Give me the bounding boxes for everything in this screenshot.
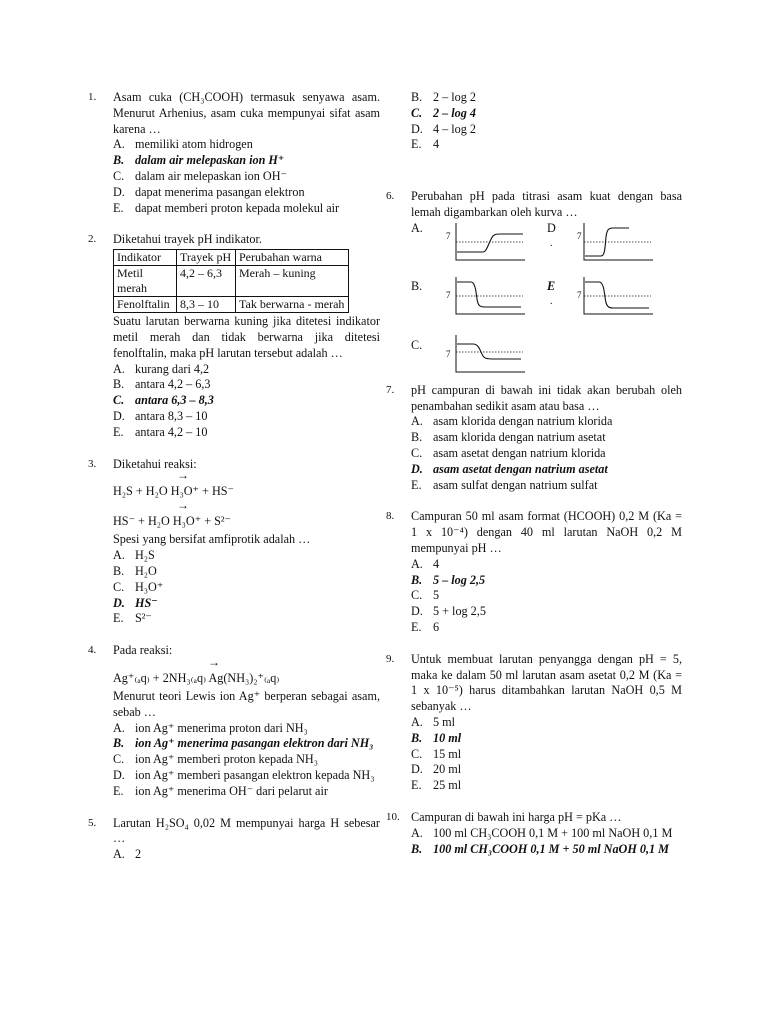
option-letter: A. <box>411 825 423 840</box>
option-text: asam sulfat dengan natrium sulfat <box>433 477 598 492</box>
question-stem: Pada reaksi: <box>113 643 173 658</box>
answer-option <box>411 446 682 462</box>
option-text: asam asetat dengan natrium klorida <box>433 445 606 460</box>
options <box>411 90 682 153</box>
reaction-2 <box>113 498 380 532</box>
axis-tick-7: 7 <box>577 289 582 300</box>
option-letter: A. <box>411 556 423 571</box>
answer-option <box>113 153 380 169</box>
question-stem: Campuran 50 ml asam format (HCOOH) 0,2 M (Ka = 1 x 10⁻⁴) dengan 40 ml larutan NaOH 0,2 M mempunyai pH … <box>411 509 682 555</box>
option-letter: D. <box>113 767 125 782</box>
option-text: 4 <box>433 137 440 152</box>
option-text: H₃O⁺ <box>135 579 164 594</box>
table-row <box>114 297 349 313</box>
answer-option <box>411 137 682 153</box>
table-cell: Merah – kuning <box>236 266 349 297</box>
question-number: 8. <box>386 510 395 523</box>
question-stem: Campuran di bawah ini harga pH = pKa … <box>411 809 622 824</box>
question-9 <box>386 652 682 794</box>
option-text: 5 + log 2,5 <box>433 604 486 619</box>
answer-option <box>411 588 682 604</box>
option-text: 2 – log 4 <box>433 105 476 120</box>
option-letter: A. <box>113 548 125 563</box>
question-4 <box>88 643 380 799</box>
option-text: ion Ag⁺ menerima OH⁻ dari pelarut air <box>135 783 328 798</box>
option-letter: A. <box>113 137 125 152</box>
option-text: 5 ml <box>433 714 456 729</box>
question-stem: Perubahan pH pada titrasi asam kuat dengan basa lemah digambarkan oleh kurva … <box>411 189 682 219</box>
curve-label-c: C. <box>411 337 423 352</box>
indicator-table <box>113 249 349 313</box>
question-number: 6. <box>386 190 395 203</box>
reaction-1 <box>113 654 380 689</box>
options <box>411 715 682 794</box>
option-text: 15 ml <box>433 746 462 761</box>
answer-option <box>113 596 380 612</box>
answer-option <box>411 747 682 763</box>
table-cell: Fenolftalin <box>114 297 177 313</box>
option-letter: A. <box>411 714 423 729</box>
answer-option <box>113 768 380 784</box>
option-text: 4 <box>433 556 440 571</box>
answer-option <box>113 548 380 564</box>
option-letter: C. <box>411 445 423 460</box>
option-letter: B. <box>411 730 423 745</box>
options <box>113 362 380 441</box>
option-text: antara 8,3 – 10 <box>135 408 208 423</box>
titration-curves <box>411 221 682 373</box>
question-number: 3. <box>88 457 97 470</box>
question-number: 10. <box>386 810 400 823</box>
option-letter: B. <box>411 841 423 856</box>
axis-tick-7: 7 <box>446 289 451 300</box>
option-letter: B. <box>411 430 423 445</box>
answer-option <box>411 557 682 573</box>
curve-label-d: D <box>547 220 556 235</box>
answer-option <box>411 778 682 794</box>
option-letter: A. <box>411 414 423 429</box>
answer-option <box>113 169 380 185</box>
answer-option <box>411 430 682 446</box>
option-text: 25 ml <box>433 778 462 793</box>
option-text: H₂O <box>135 563 157 578</box>
option-letter: D. <box>411 762 423 777</box>
answer-option <box>113 736 380 752</box>
option-text: 4 – log 2 <box>433 121 476 136</box>
option-letter: E. <box>113 200 124 215</box>
question-3 <box>88 457 380 628</box>
table-header: Indikator <box>114 250 177 266</box>
left-column <box>88 90 380 879</box>
answer-option <box>411 122 682 138</box>
option-text: dalam air melepaskan ion H⁺ <box>135 153 285 168</box>
option-letter: B. <box>411 572 423 587</box>
answer-option <box>113 137 380 153</box>
answer-option <box>411 620 682 636</box>
reaction-equation: Ag⁺₍ₐq₎ + 2NH₃₍ₐq₎ Ag(NH₃)₂⁺₍ₐq₎ <box>113 670 280 685</box>
options <box>411 826 682 858</box>
question-5-continued <box>386 90 682 153</box>
option-letter: D. <box>113 408 125 423</box>
options <box>113 548 380 627</box>
curve-d <box>583 223 653 261</box>
option-text: 2 – log 2 <box>433 90 476 104</box>
option-letter: C. <box>113 752 125 767</box>
answer-option <box>411 842 682 858</box>
option-letter: C. <box>113 579 125 594</box>
option-text: 100 ml CH₃COOH 0,1 M + 100 ml NaOH 0,1 M <box>433 825 673 840</box>
option-text: asam klorida dengan natrium klorida <box>433 414 613 429</box>
reaction-arrow: → <box>177 498 189 513</box>
option-letter: C. <box>113 168 125 183</box>
reaction-1 <box>113 468 380 502</box>
reaction-arrow: → <box>208 654 220 669</box>
answer-option <box>113 752 380 768</box>
option-letter: C. <box>411 105 423 120</box>
question-number: 2. <box>88 233 97 246</box>
answer-option <box>113 409 380 425</box>
option-letter: C. <box>411 746 423 761</box>
option-text: memiliki atom hidrogen <box>135 137 253 152</box>
table-cell: 8,3 – 10 <box>177 297 236 313</box>
option-letter: A. <box>113 720 125 735</box>
answer-option <box>113 201 380 217</box>
curve-e <box>583 277 653 315</box>
question-stem: pH campuran di bawah ini tidak akan berubah oleh penambahan sedikit asam atau basa … <box>411 382 682 413</box>
answer-option <box>411 90 682 106</box>
axis-tick-7: 7 <box>446 230 451 241</box>
question-8 <box>386 509 682 635</box>
question-10 <box>386 810 682 857</box>
option-text: 100 ml CH₃COOH 0,1 M + 50 ml NaOH 0,1 M <box>433 841 670 856</box>
option-letter: D. <box>113 595 125 610</box>
answer-option <box>113 564 380 580</box>
answer-option <box>411 604 682 620</box>
option-text: dapat menerima pasangan elektron <box>135 184 305 199</box>
option-text: 6 <box>433 619 440 634</box>
option-letter: B. <box>113 377 125 392</box>
answer-option <box>113 425 380 441</box>
option-letter: E. <box>113 611 124 626</box>
question-number: 4. <box>88 644 97 657</box>
option-letter: C. <box>113 393 125 408</box>
answer-option <box>411 462 682 478</box>
option-text: antara 6,3 – 8,3 <box>135 393 214 408</box>
curve-label-a: A. <box>411 220 423 235</box>
option-text: asam klorida dengan natrium asetat <box>433 430 606 445</box>
option-text: 10 ml <box>433 730 462 745</box>
dot-mark: . <box>550 295 553 307</box>
answer-option <box>411 731 682 747</box>
option-letter: D. <box>113 184 125 199</box>
option-letter: B. <box>411 90 423 104</box>
curve-a <box>455 223 525 261</box>
option-text: 5 – log 2,5 <box>433 572 486 587</box>
axis-tick-7: 7 <box>446 348 451 359</box>
curve-label-b: B. <box>411 278 423 293</box>
question-stem: Larutan H₂SO₄ 0,02 M mempunyai harga H sebesar … <box>113 815 380 846</box>
options <box>113 847 380 863</box>
answer-option <box>113 362 380 378</box>
question-number: 9. <box>386 652 395 665</box>
option-letter: B. <box>113 736 125 751</box>
option-text: H₂S <box>135 548 155 563</box>
curve-b <box>455 277 525 315</box>
options <box>411 414 682 493</box>
question-number: 1. <box>88 91 97 103</box>
table-cell: Metil merah <box>114 266 177 297</box>
option-text: asam asetat dengan natrium asetat <box>433 461 608 476</box>
option-text: dapat memberi proton kepada molekul air <box>135 200 340 215</box>
option-letter: E. <box>411 619 422 634</box>
table-cell: Tak berwarna - merah <box>236 297 349 313</box>
option-text: 2 <box>135 847 142 862</box>
answer-option <box>411 478 682 494</box>
option-letter: A. <box>113 847 125 862</box>
option-letter: E. <box>113 424 124 439</box>
answer-option <box>113 721 380 737</box>
option-text: ion Ag⁺ menerima proton dari NH₃ <box>135 720 308 735</box>
option-letter: D. <box>411 604 423 619</box>
question-stem-continued: Menurut teori Lewis ion Ag⁺ berperan sebagai asam, sebab … <box>113 688 380 719</box>
table-header: Trayek pH <box>177 250 236 266</box>
answer-option <box>113 611 380 627</box>
curve-label-e: E <box>547 278 556 293</box>
curve-c <box>455 335 525 373</box>
option-text: ion Ag⁺ memberi pasangan elektron kepada NH₃ <box>135 767 375 782</box>
option-letter: E. <box>113 783 124 798</box>
axis-tick-7: 7 <box>577 230 582 241</box>
answer-option <box>411 414 682 430</box>
question-6 <box>386 189 682 373</box>
reaction-equation: H₂S + H₂O H₃O⁺ + HS⁻ <box>113 484 234 499</box>
option-text: ion Ag⁺ memberi proton kepada NH₃ <box>135 752 318 767</box>
answer-option <box>411 573 682 589</box>
answer-option <box>411 715 682 731</box>
option-letter: D. <box>411 121 423 136</box>
options <box>113 721 380 800</box>
question-number: 5. <box>88 816 97 829</box>
option-letter: B. <box>113 563 125 578</box>
option-text: HS⁻ <box>135 595 158 610</box>
answer-option <box>113 185 380 201</box>
question-stem: Diketahui reaksi: <box>113 456 197 471</box>
option-text: antara 4,2 – 10 <box>135 424 208 439</box>
option-text: ion Ag⁺ menerima pasangan elektron dari NH₃ <box>135 736 374 751</box>
answer-option <box>411 106 682 122</box>
option-text: antara 4,2 – 6,3 <box>135 377 211 392</box>
question-2 <box>88 232 380 440</box>
option-letter: D. <box>411 461 423 476</box>
answer-option <box>113 393 380 409</box>
table-header: Perubahan warna <box>236 250 349 266</box>
option-letter: E. <box>411 477 422 492</box>
question-1 <box>88 90 380 216</box>
option-text: 20 ml <box>433 762 462 777</box>
question-number: 7. <box>386 383 395 396</box>
option-text: 5 <box>433 588 440 603</box>
question-stem: Untuk membuat larutan penyangga dengan pH = 5, maka ke dalam 50 ml larutan asam asetat 0,2 M (Ka = 1 x 10⁻⁵) harus ditambahkan larutan NaOH 0,5 M sebanyak … <box>411 651 682 714</box>
option-text: S²⁻ <box>135 611 152 626</box>
question-stem: Diketahui trayek pH indikator. <box>113 232 262 247</box>
reaction-equation: HS⁻ + H₂O H₃O⁺ + S²⁻ <box>113 514 231 529</box>
question-stem-continued: Spesi yang bersifat amfiprotik adalah … <box>113 532 311 547</box>
question-5 <box>88 816 380 863</box>
question-stem-continued: Suatu larutan berwarna kuning jika ditetesi indikator metil merah dan tidak berwarna jika ditetesi fenolftalin, maka pH larutan tersebut adalah … <box>113 314 380 360</box>
option-letter: A. <box>113 361 125 376</box>
table-row <box>114 266 349 297</box>
option-letter: B. <box>113 153 125 168</box>
answer-option <box>113 580 380 596</box>
question-stem: Asam cuka (CH₃COOH) termasuk senyawa asam. Menurut Arhenius, asam cuka mempunyai sifat asam karena … <box>113 90 380 136</box>
dot-mark: . <box>550 237 553 249</box>
answer-option <box>411 762 682 778</box>
answer-option <box>113 784 380 800</box>
option-letter: E. <box>411 778 422 793</box>
answer-option <box>113 377 380 393</box>
reaction-arrow: → <box>177 468 189 483</box>
answer-option <box>113 847 380 863</box>
options <box>113 137 380 216</box>
option-letter: C. <box>411 588 423 603</box>
option-text: dalam air melepaskan ion OH⁻ <box>135 168 287 183</box>
option-letter: E. <box>411 137 422 152</box>
options <box>411 557 682 636</box>
option-text: kurang dari 4,2 <box>135 361 210 376</box>
answer-option <box>411 826 682 842</box>
right-column <box>386 90 682 873</box>
table-cell: 4,2 – 6,3 <box>177 266 236 297</box>
question-7 <box>386 383 682 494</box>
